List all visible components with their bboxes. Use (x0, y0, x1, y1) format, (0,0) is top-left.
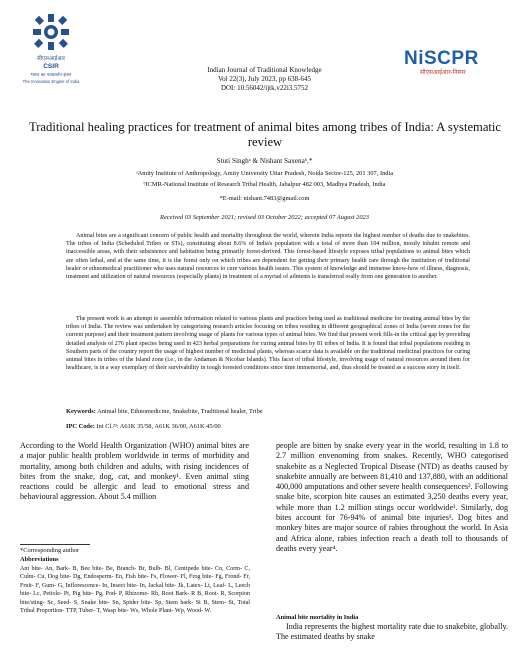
journal-doi: DOI: 10.56042/ijtk.v22i3.5752 (220, 84, 309, 92)
abstract-paragraph-2: The present work is an attempt to assemble information related to various plants and practices being used as traditional medicine for treating animal bites by the tribes of India. The review was undertaken by categorising research articles focusing on tribes residing in different geographical zones of India (seven zones for the current purpose) and their treatment pattern involving usage of plants for various types of animal bites. We find that present work fills-in the critical gap by providing detailed analysis of 276 plant species being used in 423 herbal preparations for curing animal bites by 81 tribes of India. It is found that tribal populations residing in Southern parts of the country report the usage of highest number of medicinal plants, whereas scarce data is available on the traditional medicinal practices for curing animal bites in tribes of the Island zone (i.e., in the Andaman & Nicobar Islands). This facet of tribal lifestyle, involving usage of natural resources around them for healthcare, is in a way exemplary of their survivability in tough forested conditions since time immemorial, and, thus should be treated as a success story in itself. (66, 316, 470, 372)
article-authors: Stuti Singhᵃ & Nishant Saxenaᵇ,* (216, 157, 313, 165)
abbreviations-text: Ant bite- An, Bark- B, Bee bite- Be, Branch- Br, Bulb- Bl, Centipede bite- Cn, Corm- C, Culm- Cu, Dog bite- Dg, Endosperm- En, Fish bite- Fs, Flower- Fl, Frog bite- Fg, Frond- Fr, Fruit- F, Gum- G, Inflorescence- In, Insect bite- In, Jackal bite- Jk, Latex- Lt, Leaf- L, Leech bite- Lc, Petiole- Pt, Pig bite- Pg, Pod- P, Rhizome- Rh, Root Bark- R B, Root- R, Scorpion bite/sting- Sc, Seed- S, Snake bite- Sn, Spider bite- Sp, Stem bark- St B, Stem- St, Total Tribal Proportion- TTP, Tuber- T, Wasp bite- Ws, Whole Plant- Wp, Wood- W. (20, 566, 250, 615)
received-dates: Received 03 September 2021; revised 03 October 2022; accepted 07 August 2023 (160, 214, 369, 221)
ipc-label: IPC Code: (66, 423, 95, 430)
niscpr-logo-sub: सीएसआईआर-निस्पर (420, 70, 466, 76)
niscpr-logo (404, 48, 516, 82)
section-heading: Animal bite mortality in India (276, 614, 359, 621)
journal-volume: Vol 22(3), July 2023, pp 638-645 (217, 75, 311, 83)
ipc-value: Int Cl.²³: A61K 35/58, A61K 36/00, A61K 45/00 (96, 423, 221, 430)
svg-text:भारत का नवप्रवर्तन इंजन: भारत का नवप्रवर्तन इंजन (30, 73, 72, 78)
svg-text:CSIR: CSIR (43, 63, 59, 70)
svg-text:सीएसआईआर: सीएसआईआर (36, 56, 66, 62)
section-text: India represents the highest mortality rate due to snakebite, globally. The estimated deaths by snake (276, 622, 508, 642)
keywords (66, 408, 470, 415)
niscpr-logo-word: NiSCPR (404, 48, 479, 69)
body-left-column: According to the World Health Organization (WHO) animal bites are a major public health problem worldwide in terms of morbidity and mortality, among both children and adults, with rising incidences of bites from the snake, dog, cat, and monkey¹. Even animal sting reactions could be allergic and lead to emotional stress and behavioural aggression. About 5.4 million (20, 441, 249, 502)
affiliation-2: ᵇICMR-National Institute of Research Tribal Health, Jabalpur 482 003, Madhya Pradesh, India (143, 181, 386, 188)
keywords-label: Keywords: (66, 408, 96, 415)
svg-text:The Innovation Engine of India: The Innovation Engine of India (22, 79, 80, 84)
csir-logo (22, 12, 80, 110)
footnote-divider (20, 544, 90, 545)
abbreviations-heading: Abbreviations (20, 556, 59, 563)
ipc-code (66, 423, 470, 430)
corresponding-author-note: *Corresponding author (20, 547, 80, 554)
affiliation-1: ᵃAmity Institute of Anthropology, Amity University Uttar Pradesh, Noida Sector-125, 201 307, India (135, 170, 394, 177)
abstract-paragraph-1: Animal bites are a significant concern of public health and mortality throughout the world, wherein India reports the highest number of deaths due to snakebites. The tribes of India (Scheduled Tribes or STs), constituting about 8.6% of India's population with a total of more than 104 million, mostly inhabit remote and inaccessible areas, with their subsistence and habitation being primarily forest-derived. This forest-based lifestyle exposes tribal populations to animal bites which are often lethal, and at the same time, it is the forest only on which tribes are dependent for getting their primary health care through the institution of traditional healer or ethnomedical practitioner who uses natural resources to cure various health issues. This system of knowledge and immense know-how of illness, diagnosis, treatment and utilization of natural resources (especially plants) in treatment of a myriad of ailments is transferred orally from one generation to another. (66, 233, 470, 281)
author-email: *E-mail: nishant.7483@gmail.com (219, 195, 310, 202)
csir-emblem-icon (22, 12, 80, 110)
keywords-list: Animal bite, Ethnomedicine, Snakebite, Traditional healer, Tribe (97, 408, 263, 415)
body-right-column: people are bitten by snake every year in the world, resulting in 1.8 to 2.7 million envenoming from snakes. Recently, WHO categorised snakebite as a Neglected Tropical Disease (NTD) as deaths caused by snakebite annually are between 81,410 and 137,880, with an additional 400,000 amputations and other severe health consequences². Following snake bite, scorpion bite causes an estimated 3,250 deaths every year, while more than 1.2 million stings occur worldwide³. Similarly, dog bites account for 76-94% of animal bite injuries¹. Dog bites and monkey bites are major source of rabies throughout the world. In Asia and Africa alone, rabies infection reach a death toll to thousands of deaths every year⁴. (276, 441, 508, 553)
journal-name: Indian Journal of Traditional Knowledge (207, 66, 322, 74)
article-title: Traditional healing practices for treatment of animal bites among tribes of India: A systematic review (28, 120, 502, 149)
